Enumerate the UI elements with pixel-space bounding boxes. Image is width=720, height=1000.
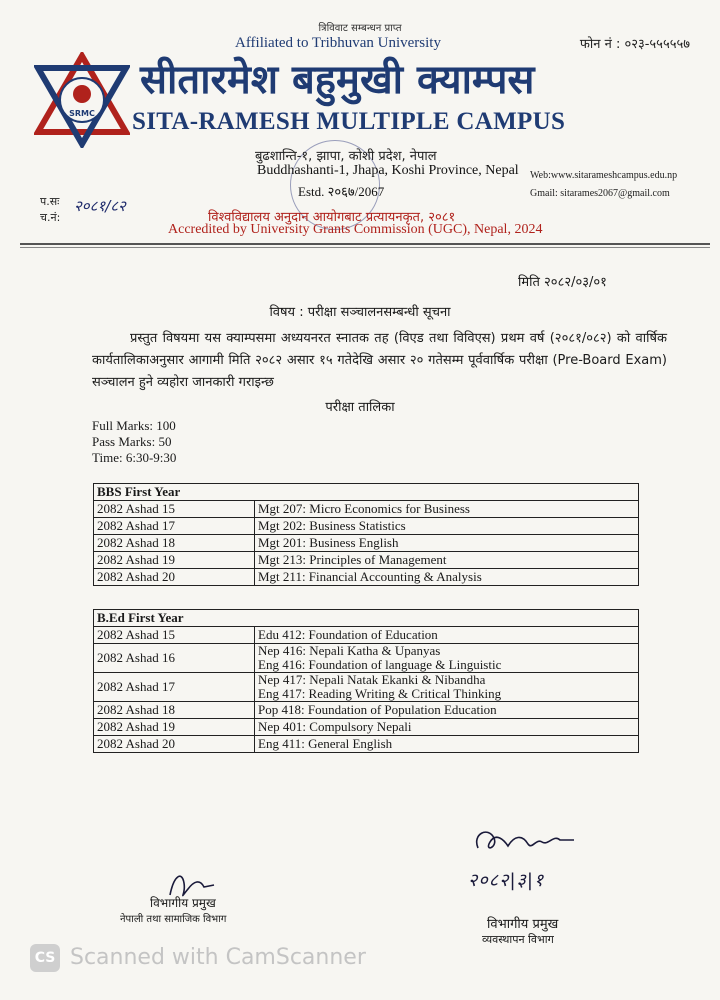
exam-subject-alt: Eng 417: Reading Writing & Critical Thinking — [258, 686, 502, 701]
notice-date: मिति २०८२/०३/०१ — [518, 275, 607, 290]
right-signatory-title: विभागीय प्रमुख — [487, 917, 559, 932]
exam-date: 2082 Ashad 17 — [94, 673, 255, 702]
exam-subject-group — [255, 673, 639, 702]
exam-date: 2082 Ashad 18 — [94, 702, 255, 719]
campus-logo — [34, 52, 130, 148]
table-row — [94, 673, 639, 702]
bbs-schedule-table — [93, 483, 639, 586]
header-divider-thin — [20, 247, 710, 248]
left-signatory-dept: नेपाली तथा सामाजिक विभाग — [120, 914, 227, 925]
exam-date: 2082 Ashad 20 — [94, 736, 255, 753]
exam-time: Time: 6:30-9:30 — [92, 450, 177, 465]
exam-table-title: परीक्षा तालिका — [325, 400, 395, 415]
exam-subject: Mgt 211: Financial Accounting & Analysis — [255, 569, 639, 586]
exam-subject: Mgt 202: Business Statistics — [255, 518, 639, 535]
bed-heading: B.Ed First Year — [94, 610, 639, 627]
exam-subject: Mgt 201: Business English — [255, 535, 639, 552]
exam-info — [92, 418, 176, 466]
full-marks: Full Marks: 100 — [92, 418, 176, 433]
affiliation-en: Affiliated to Tribhuvan University — [235, 35, 441, 51]
exam-subject: Pop 418: Foundation of Population Education — [255, 702, 639, 719]
signature-date: २०८२|३|१ — [468, 870, 545, 891]
table-row — [94, 644, 639, 673]
exam-date: 2082 Ashad 15 — [94, 501, 255, 518]
table-row — [94, 501, 639, 518]
table-row — [94, 702, 639, 719]
pass-marks: Pass Marks: 50 — [92, 434, 172, 449]
address-np: बुढशान्ति-१, झापा, कोशी प्रदेश, नेपाल — [255, 149, 437, 164]
reference-number: २०८१/८२ — [74, 197, 126, 215]
exam-subject-alt: Eng 416: Foundation of language & Linguistic — [258, 657, 502, 672]
exam-date: 2082 Ashad 20 — [94, 569, 255, 586]
header-divider — [20, 243, 710, 245]
exam-date: 2082 Ashad 16 — [94, 644, 255, 673]
camscanner-watermark: Scanned with CamScanner — [70, 945, 366, 970]
logo-text: SRMC — [69, 109, 95, 118]
signature-right — [470, 820, 580, 860]
exam-date: 2082 Ashad 19 — [94, 719, 255, 736]
address-en: Buddhashanti-1, Jhapa, Koshi Province, Nepal — [257, 163, 519, 178]
exam-date: 2082 Ashad 18 — [94, 535, 255, 552]
right-signatory-dept: व्यवस्थापन विभाग — [482, 933, 554, 946]
exam-subject: Mgt 213: Principles of Management — [255, 552, 639, 569]
exam-subject: Eng 411: General English — [255, 736, 639, 753]
exam-subject: Mgt 207: Micro Economics for Business — [255, 501, 639, 518]
notice-subject: विषय : परीक्षा सञ्चालनसम्बन्धी सूचना — [269, 305, 451, 320]
bed-schedule-table — [93, 609, 639, 753]
left-signatory-title: विभागीय प्रमुख — [150, 896, 216, 910]
exam-date: 2082 Ashad 17 — [94, 518, 255, 535]
table-header-row — [94, 484, 639, 501]
exam-subject: Nep 417: Nepali Natak Ekanki & Nibandha — [258, 672, 486, 687]
table-header-row — [94, 610, 639, 627]
table-row — [94, 535, 639, 552]
table-row — [94, 719, 639, 736]
established-year: Estd. २०६७/2067 — [298, 184, 385, 199]
table-row — [94, 736, 639, 753]
camscanner-icon: CS — [30, 944, 60, 972]
affiliation-np: त्रिविवाट सम्बन्धन प्राप्त — [318, 23, 402, 34]
exam-subject-group — [255, 644, 639, 673]
table-row — [94, 552, 639, 569]
table-row — [94, 627, 639, 644]
exam-subject: Nep 401: Compulsory Nepali — [255, 719, 639, 736]
accreditation-np: विश्वविद्यालय अनुदान आयोगबाट प्रत्यायनकृत, २०८१ — [208, 210, 456, 225]
bbs-heading: BBS First Year — [94, 484, 639, 501]
table-row — [94, 569, 639, 586]
accreditation-en: Accredited by University Grants Commission (UGC), Nepal, 2024 — [168, 222, 543, 237]
exam-subject: Edu 412: Foundation of Education — [255, 627, 639, 644]
email: Gmail: sitarames2067@gmail.com — [530, 188, 670, 199]
campus-title-en: SITA-RAMESH MULTIPLE CAMPUS — [132, 108, 566, 135]
ref-ps-label: प.सः — [40, 195, 60, 208]
exam-date: 2082 Ashad 15 — [94, 627, 255, 644]
exam-date: 2082 Ashad 19 — [94, 552, 255, 569]
website: Web:www.sitarameshcampus.edu.np — [530, 170, 678, 181]
notice-body: प्रस्तुत विषयमा यस क्याम्पसमा अध्ययनरत स्नातक तह (विएड तथा विविएस) प्रथम वर्ष (२०८१/०८२) को वार्षिक कार्यतालिकाअनुसार आगामी मिति २०८२ असार १५ गतेदेखि असार २० गतेसम्म पूर्ववार्षिक परीक्षा (Pre-Board Exam) सञ्चालन हुने व्यहोरा जानकारी गराइन्छ — [92, 331, 667, 390]
ref-cn-label: च.नं: — [40, 211, 61, 224]
table-row — [94, 518, 639, 535]
exam-subject: Nep 416: Nepali Katha & Upanyas — [258, 643, 441, 658]
phone-number: फोन नं : ०२३-५५५५५७ — [579, 37, 690, 52]
campus-title-np: सीतारमेश बहुमुखी क्याम्पस — [140, 57, 535, 103]
